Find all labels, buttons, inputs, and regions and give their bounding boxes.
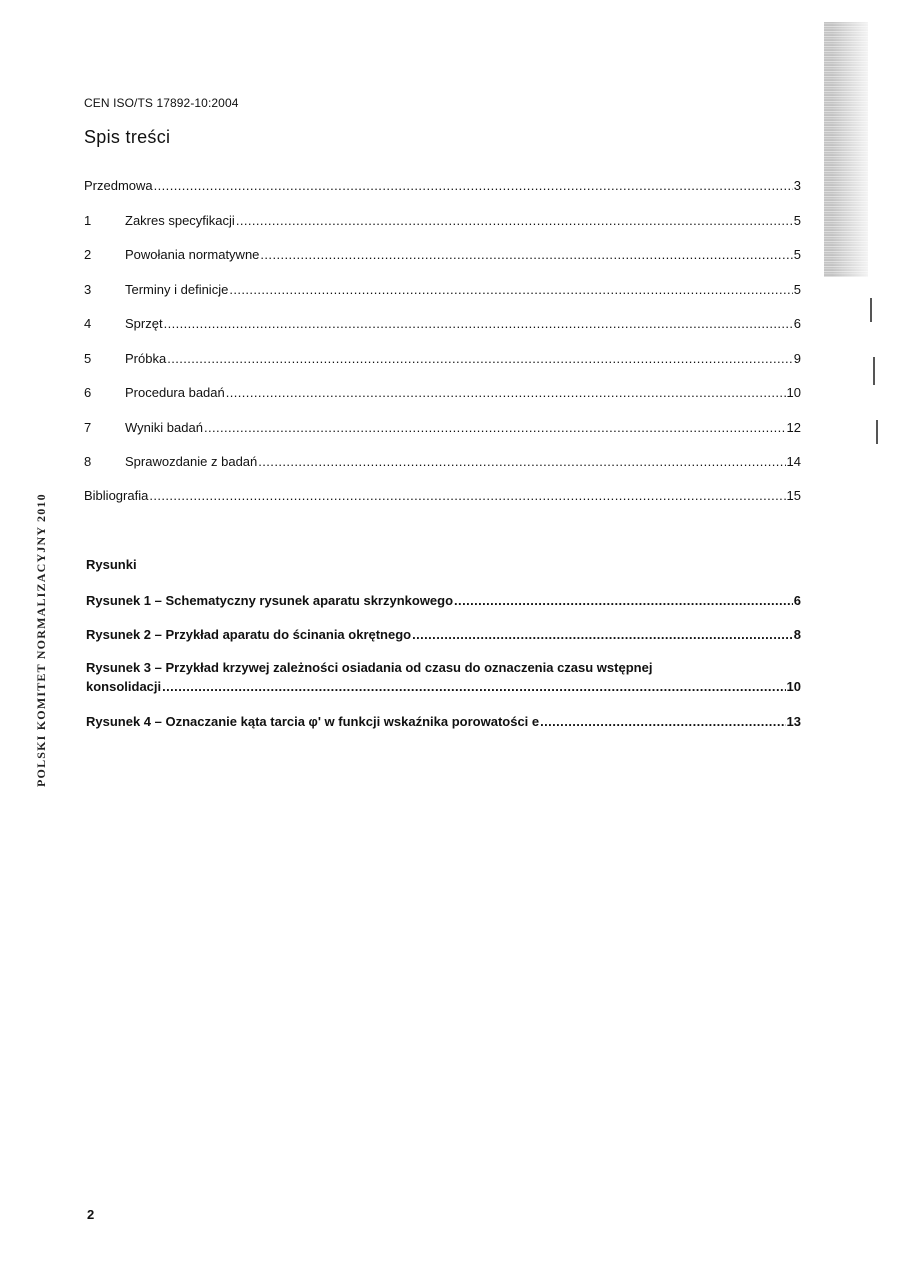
- toc-entry-label: Procedura badań: [125, 385, 225, 400]
- toc-entry-page: 12: [786, 420, 801, 435]
- toc-entry-number: 6: [84, 385, 92, 400]
- toc-entry-number: 3: [84, 282, 92, 297]
- toc-entry-label: Bibliografia: [84, 488, 149, 503]
- toc-entry-page: 3: [793, 178, 801, 193]
- toc-entry[interactable]: [84, 384, 801, 402]
- figure-entry[interactable]: [86, 592, 801, 610]
- toc-entry-page: 10: [786, 385, 801, 400]
- toc-entry-number: 7: [84, 420, 92, 435]
- toc-leader-dots: [260, 246, 792, 264]
- toc-leader-dots: [412, 626, 793, 644]
- toc-entry-label: Przedmowa: [84, 178, 153, 193]
- toc-leader-dots: [162, 678, 785, 696]
- toc-leader-dots: [229, 281, 792, 299]
- toc-entry-page: 5: [793, 247, 801, 262]
- figure-entry[interactable]: [86, 713, 801, 731]
- toc-entry[interactable]: [84, 350, 801, 368]
- figure-entry-page: 13: [786, 714, 801, 729]
- toc-entry-number: 4: [84, 316, 92, 331]
- scan-mark: [873, 357, 875, 385]
- figure-entry-page: 6: [793, 593, 801, 608]
- toc-entry[interactable]: [84, 315, 801, 333]
- toc-entry-number: 5: [84, 351, 92, 366]
- toc-leader-dots: [204, 419, 786, 437]
- figure-entry[interactable]: [86, 626, 801, 644]
- figure-entry-label-line1[interactable]: Rysunek 3 – Przykład krzywej zależności osiadania od czasu do oznaczenia czasu wstępnej: [86, 660, 653, 675]
- document-id: CEN ISO/TS 17892-10:2004: [84, 96, 239, 110]
- figure-entry-label: Rysunek 2 – Przykład aparatu do ścinania okrętnego: [86, 627, 412, 642]
- toc-entry-label: Sprawozdanie z badań: [125, 454, 258, 469]
- toc-leader-dots: [226, 384, 786, 402]
- toc-leader-dots: [236, 212, 793, 230]
- toc-entry[interactable]: [84, 246, 801, 264]
- toc-entry[interactable]: [84, 281, 801, 299]
- toc-entry-label: Zakres specyfikacji: [125, 213, 235, 228]
- toc-entry-page: 9: [793, 351, 801, 366]
- toc-entry[interactable]: [84, 487, 801, 505]
- toc-entry-page: 14: [786, 454, 801, 469]
- toc-entry-page: 6: [793, 316, 801, 331]
- toc-entry-label: Powołania normatywne: [125, 247, 260, 262]
- figure-entry-page: 10: [786, 679, 801, 694]
- toc-entry[interactable]: [84, 212, 801, 230]
- figure-entry-page: 8: [793, 627, 801, 642]
- toc-entry-page: 5: [793, 282, 801, 297]
- toc-leader-dots: [154, 177, 793, 195]
- toc-entry-number: 8: [84, 454, 92, 469]
- figure-entry-label: Rysunek 1 – Schematyczny rysunek aparatu skrzynkowego: [86, 593, 454, 608]
- figure-entry-label: Rysunek 4 – Oznaczanie kąta tarcia φ' w funkcji wskaźnika porowatości e: [86, 714, 540, 729]
- toc-entry[interactable]: [84, 419, 801, 437]
- toc-entry[interactable]: [84, 453, 801, 471]
- toc-entry-label: Sprzęt: [125, 316, 163, 331]
- toc-entry-label: Wyniki badań: [125, 420, 203, 435]
- toc-entry-page: 15: [786, 488, 801, 503]
- scan-mark: [870, 298, 872, 322]
- toc-leader-dots: [164, 315, 793, 333]
- toc-entry-label: Terminy i definicje: [125, 282, 229, 297]
- figures-heading: Rysunki: [86, 557, 137, 572]
- figure-entry[interactable]: [86, 678, 801, 696]
- toc-leader-dots: [454, 592, 793, 610]
- scan-edge-artifact: [824, 22, 868, 277]
- toc-entry[interactable]: [84, 177, 801, 195]
- page-number: 2: [87, 1207, 95, 1222]
- toc-entry-page: 5: [793, 213, 801, 228]
- scan-mark: [876, 420, 878, 444]
- toc-leader-dots: [540, 713, 785, 731]
- toc-entry-label: Próbka: [125, 351, 167, 366]
- toc-entry-number: 1: [84, 213, 92, 228]
- side-watermark: POLSKI KOMITET NORMALIZACYJNY 2010: [34, 493, 48, 787]
- toc-leader-dots: [258, 453, 785, 471]
- figure-entry-label-line2: konsolidacji: [86, 679, 162, 694]
- toc-title: Spis treści: [84, 127, 171, 147]
- toc-leader-dots: [149, 487, 785, 505]
- toc-entry-number: 2: [84, 247, 92, 262]
- toc-leader-dots: [167, 350, 793, 368]
